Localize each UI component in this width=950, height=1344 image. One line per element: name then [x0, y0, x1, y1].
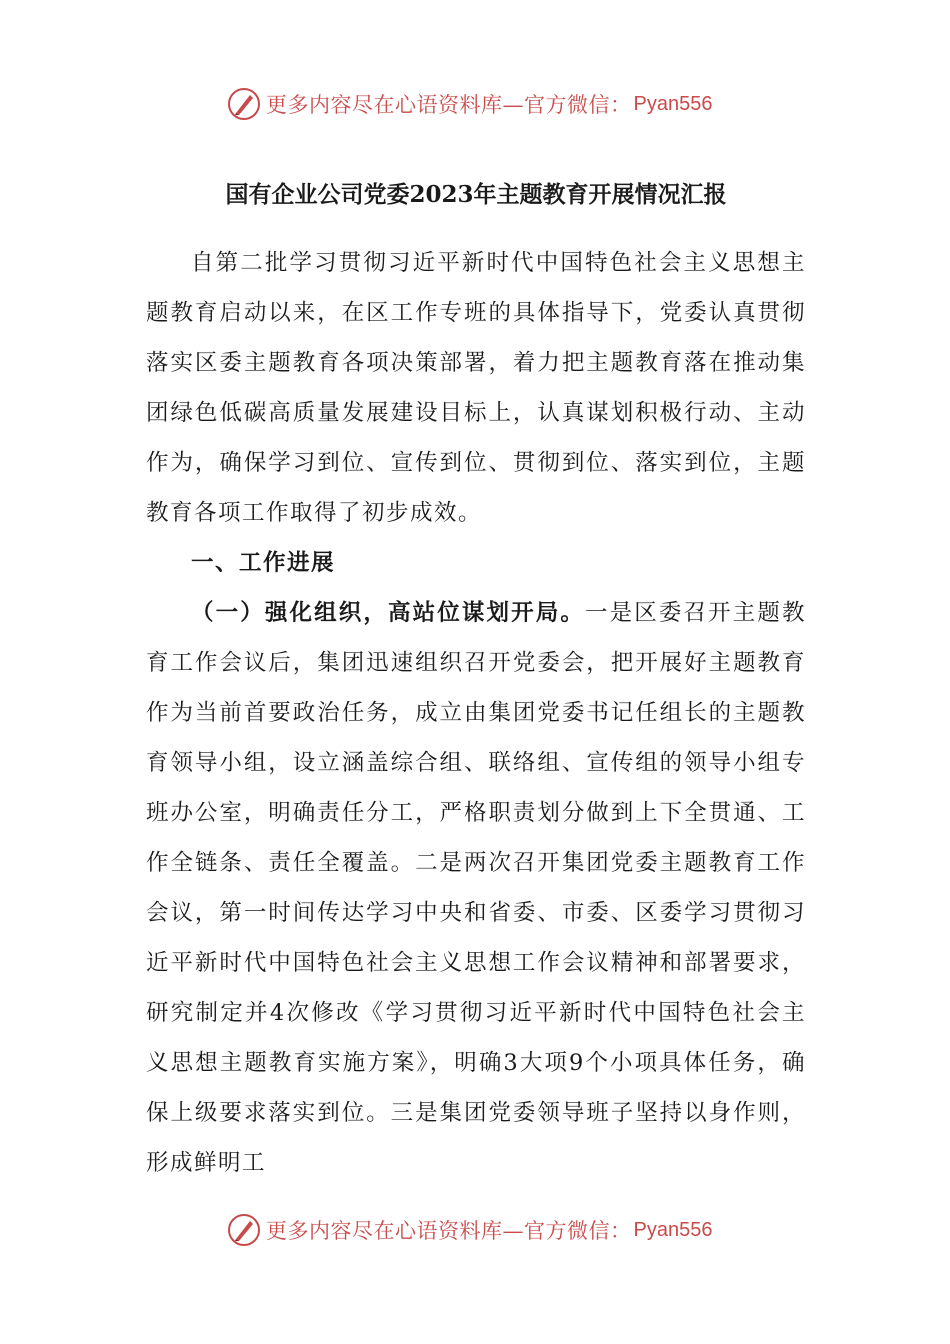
watermark-wechat-id: Pyan556: [633, 92, 713, 115]
document-body: [146, 170, 806, 1188]
watermark-text: 更多内容尽在心语资料库—官方微信：: [266, 93, 632, 117]
document-title: 国有企业公司党委2023年主题教育开展情况汇报: [225, 181, 727, 208]
quill-logo-icon: [226, 1212, 262, 1248]
subsection-lead: （一）强化组织，高站位谋划开局。: [191, 600, 585, 626]
watermark-wechat-id: Pyan556: [633, 1218, 713, 1241]
watermark-footer: [226, 1210, 712, 1250]
subsection-paragraph: [146, 588, 806, 1188]
watermark-header: [226, 84, 712, 124]
subsection-body: 一是区委召开主题教育工作会议后，集团迅速组织召开党委会，把开展好主题教育作为当前首要政治任务，成立由集团党委书记任组长的主题教育领导小组，设立涵盖综合组、联络组、宣传组的领导小组专班办公室，明确责任分工，严格职责划分做到上下全贯通、工作全链条、责任全覆盖。二是两次召开集团党委主题教育工作会议，第一时间传达学习中央和省委、市委、区委学习贯彻习近平新时代中国特色社会主义思想工作会议精神和部署要求，研究制定并4次修改《学习贯彻习近平新时代中国特色社会主义思想主题教育实施方案》，明确3大项9个小项具体任务，确保上级要求落实到位。三是集团党委领导班子坚持以身作则，形成鲜明工: [146, 600, 806, 1176]
section-heading: 一、工作进展: [191, 550, 336, 576]
intro-paragraph: 自第二批学习贯彻习近平新时代中国特色社会主义思想主题教育启动以来，在区工作专班的具体指导下，党委认真贯彻落实区委主题教育各项决策部署，着力把主题教育落在推动集团绿色低碳高质量发展建设目标上，认真谋划积极行动、主动作为，确保学习到位、宣传到位、贯彻到位、落实到位，主题教育各项工作取得了初步成效。: [146, 250, 806, 526]
watermark-text: 更多内容尽在心语资料库—官方微信：: [266, 1219, 632, 1243]
quill-logo-icon: [226, 86, 262, 122]
